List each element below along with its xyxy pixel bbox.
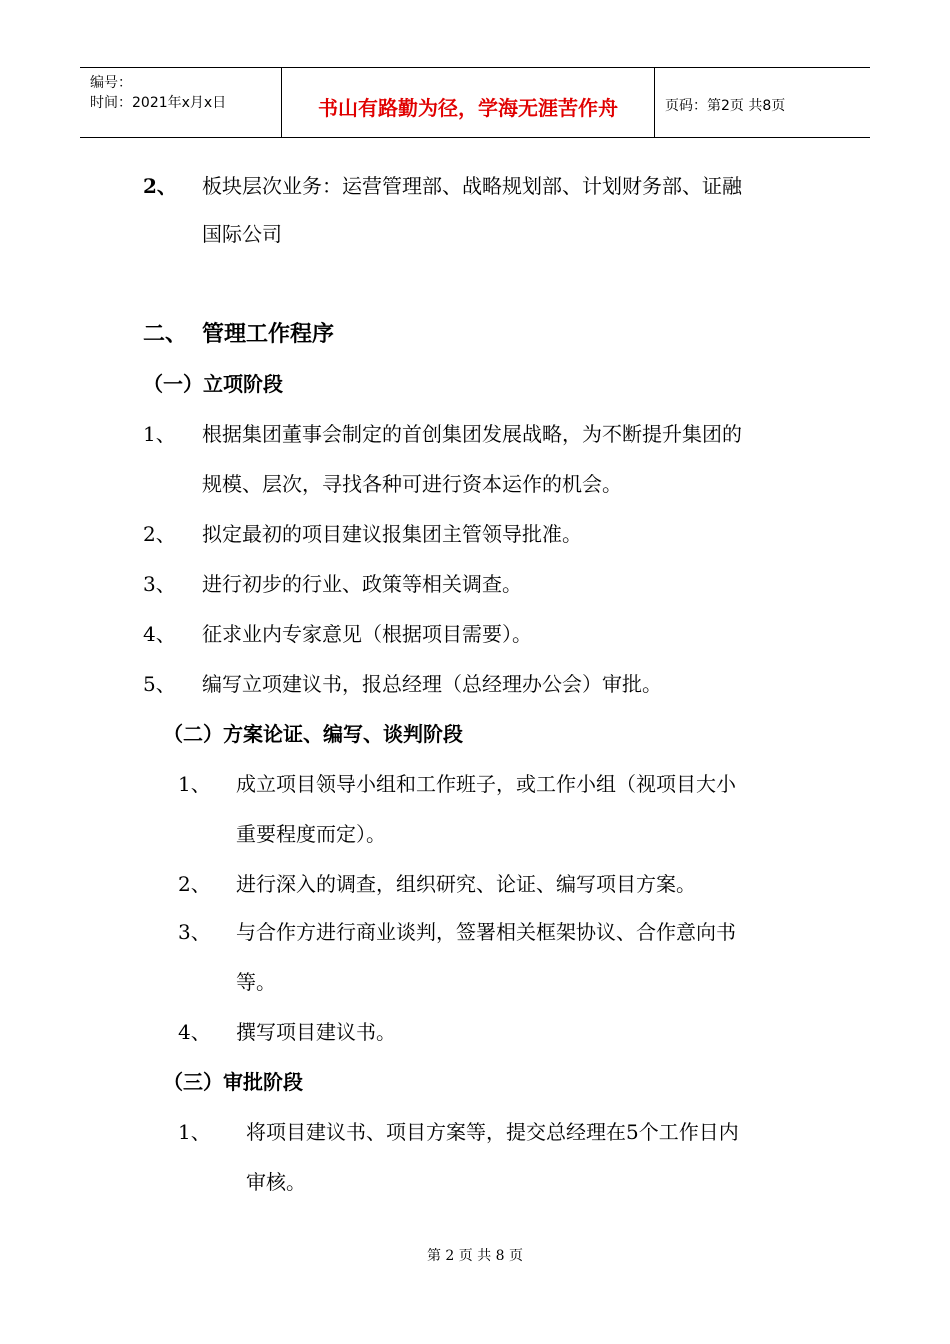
subsection-title: （三）审批阶段 [163,1070,303,1094]
subsection-title: （二）方案论证、编写、谈判阶段 [163,722,463,746]
item-text-continued: 重要程度而定）。 [236,822,386,846]
item-text: 撰写项目建议书。 [236,1020,396,1044]
item-number: 1、 [178,772,211,796]
item-number: 4、 [143,622,176,646]
item-text: 板块层次业务：运营管理部、战略规划部、计划财务部、证融 [202,174,742,198]
header-motto [281,68,655,137]
item-text-continued: 国际公司 [202,222,282,246]
page-footer: 第 2 页 共 8 页 [426,1248,524,1264]
number-label: 编号： [90,75,132,91]
section-number: 二、 [143,321,188,347]
item-text: 进行深入的调查，组织研究、论证、编写项目方案。 [236,872,696,896]
item-text: 进行初步的行业、政策等相关调查。 [202,572,522,596]
item-number: 1、 [178,1120,211,1144]
item-text: 征求业内专家意见（根据项目需要）。 [202,622,532,646]
item-number: 1、 [143,422,176,446]
item-text-continued: 等。 [236,970,276,994]
time-label: 时间：2021年x月x日 [90,95,227,111]
item-text: 将项目建议书、项目方案等，提交总经理在5个工作日内 [246,1120,739,1144]
item-number: 2、 [143,174,177,198]
motto-text: 书山有路勤为径，学海无涯苦作舟 [318,96,618,120]
item-number: 2、 [143,522,176,546]
item-text: 拟定最初的项目建议报集团主管领导批准。 [202,522,582,546]
item-text: 成立项目领导小组和工作班子，或工作小组（视项目大小 [236,772,736,796]
item-text-continued: 规模、层次，寻找各种可进行资本运作的机会。 [202,472,622,496]
item-number: 3、 [143,572,176,596]
item-text-continued: 审核。 [246,1170,306,1194]
header-meta [80,68,280,137]
section-title: 管理工作程序 [202,321,335,347]
page-header [80,67,870,138]
item-text: 与合作方进行商业谈判，签署相关框架协议、合作意向书 [236,920,736,944]
subsection-title: （一）立项阶段 [143,372,283,396]
item-number: 5、 [143,672,176,696]
header-page-info [665,68,870,137]
item-text: 编写立项建议书，报总经理（总经理办公会）审批。 [202,672,662,696]
item-text: 根据集团董事会制定的首创集团发展战略，为不断提升集团的 [202,422,742,446]
item-number: 2、 [178,872,211,896]
item-number: 3、 [178,920,211,944]
item-number: 4、 [178,1020,211,1044]
page-info-text: 页码：第2页 共8页 [665,98,786,114]
